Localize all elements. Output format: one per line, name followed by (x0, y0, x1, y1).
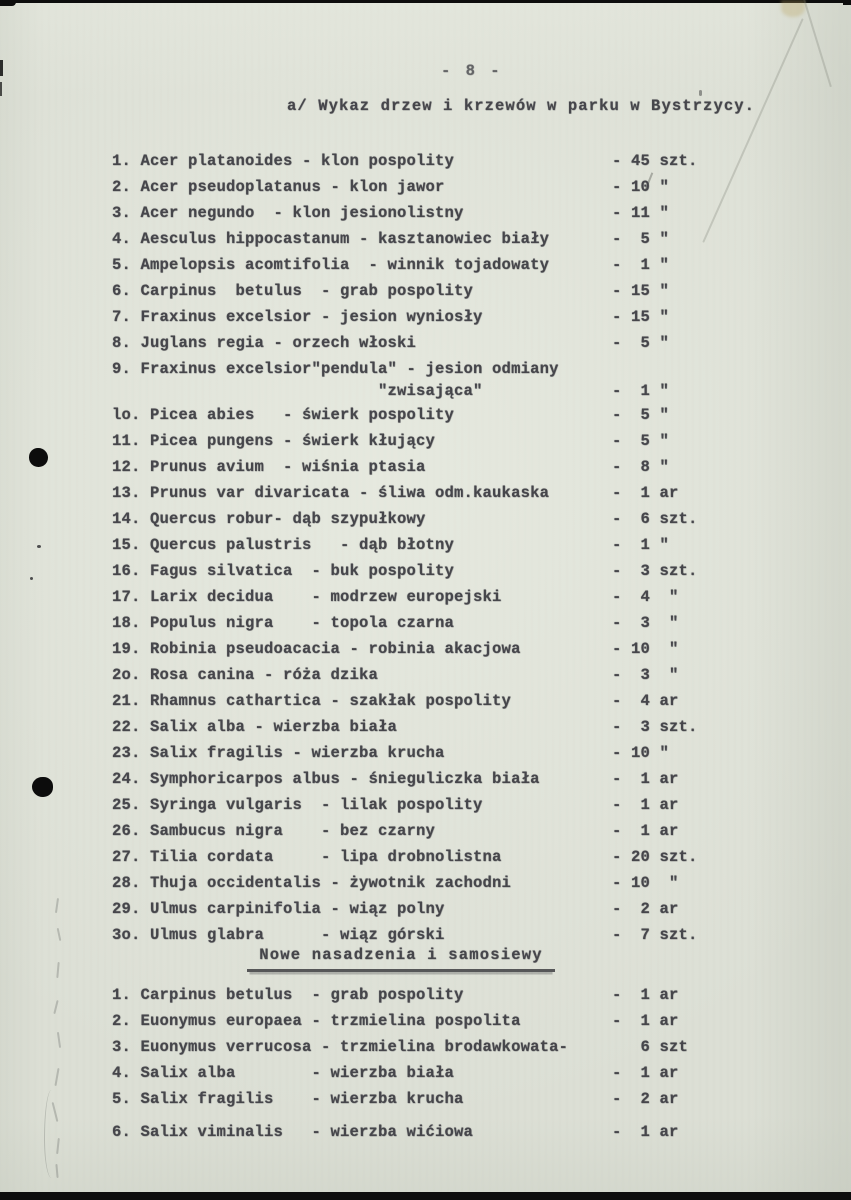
row-text: 16. Fagus silvatica - buk pospolity (112, 562, 455, 580)
list-row (0, 382, 851, 402)
scan-edge-top (0, 0, 851, 3)
row-quantity: - 2 ar (612, 900, 679, 918)
paper-crease (802, 0, 831, 87)
list-row (0, 200, 851, 226)
row-text: 3. Euonymus verrucosa - trzmielina brodawkowata- (112, 1038, 569, 1056)
list-row (0, 532, 851, 558)
list-row (0, 714, 851, 740)
list-row (0, 356, 851, 382)
row-text: 11. Picea pungens - świerk kłujący (112, 432, 436, 450)
row-text: 12. Prunus avium - wiśnia ptasia (112, 458, 426, 476)
row-text: 15. Quercus palustris - dąb błotny (112, 536, 455, 554)
row-text: 28. Thuja occidentalis - żywotnik zachodni (112, 874, 512, 892)
row-text: "zwisająca" (112, 382, 483, 400)
row-text: 13. Prunus var divaricata - śliwa odm.kaukaska (112, 484, 550, 502)
paper-stain (781, 0, 805, 17)
scan-edge-bottom (0, 1192, 851, 1200)
row-quantity: - 7 szt. (612, 926, 698, 944)
row-text: 9. Fraxinus excelsior"pendula" - jesion odmiany (112, 360, 559, 378)
row-quantity: - 1 ar (612, 986, 679, 1004)
list-row (0, 1086, 851, 1112)
list-row (0, 766, 851, 792)
row-quantity: - 3 " (612, 666, 679, 684)
list-row (0, 1008, 851, 1034)
ink-speck (699, 90, 702, 96)
row-text: 5. Salix fragilis - wierzba krucha (112, 1090, 464, 1108)
row-text: 23. Salix fragilis - wierzba krucha (112, 744, 445, 762)
row-quantity: - 10 " (612, 640, 679, 658)
list-row (0, 982, 851, 1008)
row-text: 22. Salix alba - wierzba biała (112, 718, 398, 736)
row-text: 27. Tilia cordata - lipa drobnolistna (112, 848, 502, 866)
row-text: 2o. Rosa canina - róża dzika (112, 666, 379, 684)
row-quantity: - 45 szt. (612, 152, 698, 170)
row-quantity: - 3 szt. (612, 562, 698, 580)
list-row (0, 252, 851, 278)
page-number: - 8 - (441, 62, 503, 80)
list-row (0, 402, 851, 428)
row-quantity: - 8 " (612, 458, 670, 476)
section-heading: Nowe nasadzenia i samosiewy (247, 942, 555, 972)
row-text: 19. Robinia pseudoacacia - robinia akacjowa (112, 640, 521, 658)
row-text: 17. Larix decidua - modrzew europejski (112, 588, 502, 606)
row-quantity: - 1 " (612, 536, 670, 554)
row-quantity: - 15 " (612, 308, 670, 326)
new-plantings-list (0, 982, 851, 1145)
list-row (0, 278, 851, 304)
row-text: 1. Acer platanoides - klon pospolity (112, 152, 455, 170)
list-row (0, 558, 851, 584)
list-row (0, 480, 851, 506)
row-quantity: - 1 " (612, 382, 670, 400)
row-quantity: - 1 ar (612, 1012, 679, 1030)
row-quantity: - 1 ar (612, 796, 679, 814)
row-text: 8. Juglans regia - orzech włoski (112, 334, 417, 352)
list-row (0, 844, 851, 870)
row-text: 3. Acer negundo - klon jesionolistny (112, 204, 464, 222)
row-text: 3o. Ulmus glabra - wiąz górski (112, 926, 445, 944)
row-text: 5. Ampelopsis acomtifolia - winnik tojadowaty (112, 256, 550, 274)
row-text: 25. Syringa vulgaris - lilak pospolity (112, 796, 483, 814)
list-row (0, 1119, 851, 1145)
list-row (0, 636, 851, 662)
row-quantity: - 10 " (612, 744, 670, 762)
page-title: a/ Wykaz drzew i krzewów w parku w Bystrzycy. (287, 97, 756, 115)
list-row (0, 662, 851, 688)
row-text: 4. Salix alba - wierzba biała (112, 1064, 455, 1082)
margin-scribble (56, 962, 59, 978)
list-row (0, 148, 851, 174)
row-quantity: - 2 ar (612, 1090, 679, 1108)
row-quantity: - 1 ar (612, 1064, 679, 1082)
list-row (0, 818, 851, 844)
list-row (0, 454, 851, 480)
row-quantity: - 10 " (612, 178, 670, 196)
row-quantity: - 3 " (612, 614, 679, 632)
row-text: 24. Symphoricarpos albus - śnieguliczka biała (112, 770, 540, 788)
list-row (0, 792, 851, 818)
row-quantity: 6 szt (612, 1038, 689, 1056)
list-row (0, 1060, 851, 1086)
row-text: 2. Acer pseudoplatanus - klon jawor (112, 178, 445, 196)
row-text: 6. Salix viminalis - wierzba wićiowa (112, 1123, 474, 1141)
list-row (0, 740, 851, 766)
list-row (0, 174, 851, 200)
row-quantity: - 5 " (612, 432, 670, 450)
list-row (0, 688, 851, 714)
list-row (0, 226, 851, 252)
row-quantity: - 1 ar (612, 484, 679, 502)
row-quantity: - 1 " (612, 256, 670, 274)
row-quantity: - 5 " (612, 334, 670, 352)
row-text: lo. Picea abies - świerk pospolity (112, 406, 455, 424)
row-quantity: - 5 " (612, 230, 670, 248)
row-text: 29. Ulmus carpinifolia - wiąz polny (112, 900, 445, 918)
row-quantity: - 4 " (612, 588, 679, 606)
scan-edge-top-right (843, 0, 851, 5)
row-quantity: - 11 " (612, 204, 670, 222)
list-row (0, 584, 851, 610)
list-row (0, 610, 851, 636)
row-text: 18. Populus nigra - topola czarna (112, 614, 455, 632)
list-row (0, 896, 851, 922)
row-text: 1. Carpinus betulus - grab pospolity (112, 986, 464, 1004)
list-row (0, 506, 851, 532)
row-quantity: - 1 ar (612, 1123, 679, 1141)
scan-edge-left-tick (0, 82, 2, 96)
list-row (0, 870, 851, 896)
row-quantity: - 1 ar (612, 770, 679, 788)
list-row (0, 1034, 851, 1060)
row-text: 26. Sambucus nigra - bez czarny (112, 822, 436, 840)
tree-inventory-list (0, 148, 851, 948)
row-text: 14. Quercus robur- dąb szypułkowy (112, 510, 426, 528)
row-text: 7. Fraxinus excelsior - jesion wyniosły (112, 308, 483, 326)
row-quantity: - 1 ar (612, 822, 679, 840)
row-quantity: - 20 szt. (612, 848, 698, 866)
scan-edge-left-tick (0, 60, 3, 76)
row-text: 21. Rhamnus cathartica - szakłak pospolity (112, 692, 512, 710)
list-row (0, 304, 851, 330)
row-text: 2. Euonymus europaea - trzmielina pospolita (112, 1012, 521, 1030)
row-text: 4. Aesculus hippocastanum - kasztanowiec biały (112, 230, 550, 248)
row-quantity: - 6 szt. (612, 510, 698, 528)
row-quantity: - 3 szt. (612, 718, 698, 736)
row-quantity: - 5 " (612, 406, 670, 424)
scan-edge-corner (0, 0, 16, 6)
row-quantity: - 4 ar (612, 692, 679, 710)
list-row (0, 428, 851, 454)
row-quantity: - 10 " (612, 874, 679, 892)
list-row (0, 330, 851, 356)
row-text: 6. Carpinus betulus - grab pospolity (112, 282, 474, 300)
row-quantity: - 15 " (612, 282, 670, 300)
